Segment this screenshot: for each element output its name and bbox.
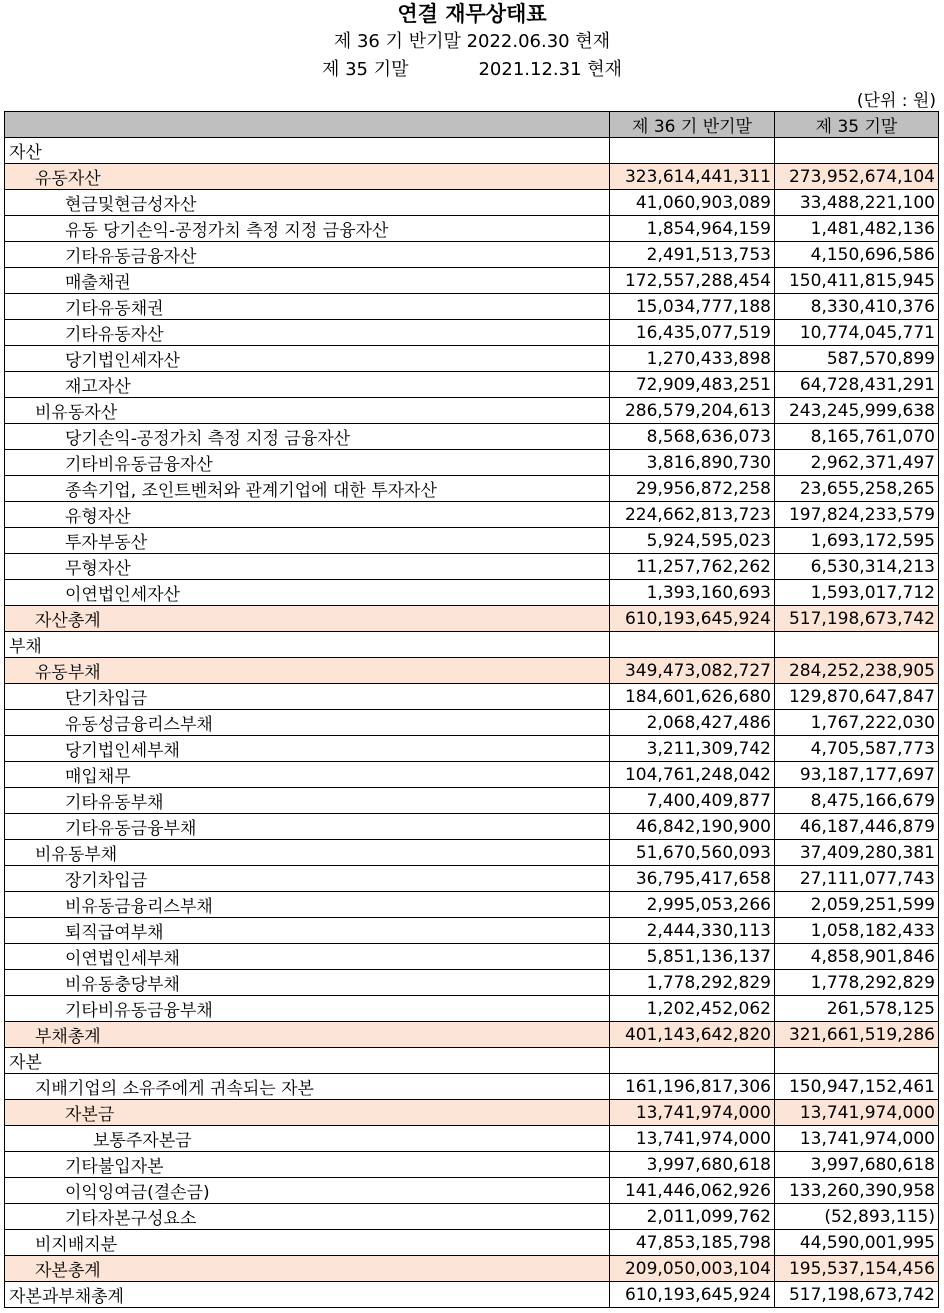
row-label: 기타자본구성요소 — [5, 1204, 610, 1230]
row-label: 이익잉여금(결손금) — [5, 1178, 610, 1204]
table-row — [5, 866, 939, 892]
table-row — [5, 1100, 939, 1126]
current-period-value: 2,068,427,486 — [610, 710, 775, 736]
row-label: 기타유동금융자산 — [5, 242, 610, 268]
table-row — [5, 450, 939, 476]
current-period-value: 41,060,903,089 — [610, 190, 775, 216]
current-period-value: 7,400,409,877 — [610, 788, 775, 814]
prior-period-value — [775, 138, 939, 164]
prior-period-value: 33,488,221,100 — [775, 190, 939, 216]
row-label: 부채 — [5, 632, 610, 658]
table-row — [5, 398, 939, 424]
current-period-value: 1,202,452,062 — [610, 996, 775, 1022]
row-label: 자산 — [5, 138, 610, 164]
balance-sheet-table — [4, 111, 939, 1308]
row-label: 매출채권 — [5, 268, 610, 294]
current-period-value: 13,741,974,000 — [610, 1100, 775, 1126]
row-label: 비지배지분 — [5, 1230, 610, 1256]
prior-period-value: 2,059,251,599 — [775, 892, 939, 918]
current-period-value: 36,795,417,658 — [610, 866, 775, 892]
current-period-line: 제 36 기 반기말 2022.06.30 현재 — [333, 31, 611, 52]
table-header-row — [5, 112, 939, 138]
prior-period-value: 10,774,045,771 — [775, 320, 939, 346]
row-label: 유동부채 — [5, 658, 610, 684]
current-period-value: 2,011,099,762 — [610, 1204, 775, 1230]
table-row — [5, 892, 939, 918]
row-label: 부채총계 — [5, 1022, 610, 1048]
prior-period-value: 273,952,674,104 — [775, 164, 939, 190]
current-period-value: 5,851,136,137 — [610, 944, 775, 970]
current-period-value — [610, 138, 775, 164]
current-period-value: 184,601,626,680 — [610, 684, 775, 710]
prior-period-value: 261,578,125 — [775, 996, 939, 1022]
current-period-value: 3,211,309,742 — [610, 736, 775, 762]
table-row — [5, 762, 939, 788]
row-label: 재고자산 — [5, 372, 610, 398]
table-row — [5, 658, 939, 684]
prior-period-value: 64,728,431,291 — [775, 372, 939, 398]
current-period-value: 16,435,077,519 — [610, 320, 775, 346]
table-row — [5, 372, 939, 398]
current-period-value: 13,741,974,000 — [610, 1126, 775, 1152]
row-label: 기타비유동금융부채 — [5, 996, 610, 1022]
prior-period-value: 1,693,172,595 — [775, 528, 939, 554]
row-label: 자본총계 — [5, 1256, 610, 1282]
prior-period-value: 23,655,258,265 — [775, 476, 939, 502]
prior-period-value: 1,058,182,433 — [775, 918, 939, 944]
row-label: 자본금 — [5, 1100, 610, 1126]
prior-period-value: 1,778,292,829 — [775, 970, 939, 996]
prior-period-value: 8,475,166,679 — [775, 788, 939, 814]
table-row — [5, 268, 939, 294]
table-row — [5, 580, 939, 606]
prior-period-value: 243,245,999,638 — [775, 398, 939, 424]
current-period-value: 349,473,082,727 — [610, 658, 775, 684]
header-current-period: 제 36 기 반기말 — [610, 112, 775, 138]
current-period-value: 224,662,813,723 — [610, 502, 775, 528]
prior-period-value: (52,893,115) — [775, 1204, 939, 1230]
current-period-value: 11,257,762,262 — [610, 554, 775, 580]
prior-period-value: 13,741,974,000 — [775, 1126, 939, 1152]
table-row — [5, 502, 939, 528]
table-row — [5, 554, 939, 580]
table-row — [5, 1022, 939, 1048]
table-row — [5, 840, 939, 866]
row-label: 이연법인세부채 — [5, 944, 610, 970]
prior-period-value: 133,260,390,958 — [775, 1178, 939, 1204]
current-period-value: 1,393,160,693 — [610, 580, 775, 606]
table-row — [5, 918, 939, 944]
table-row — [5, 216, 939, 242]
current-period-value: 3,816,890,730 — [610, 450, 775, 476]
row-label: 기타유동채권 — [5, 294, 610, 320]
row-label: 기타비유동금융자산 — [5, 450, 610, 476]
prior-period-value: 2,962,371,497 — [775, 450, 939, 476]
current-period-value: 286,579,204,613 — [610, 398, 775, 424]
row-label: 현금및현금성자산 — [5, 190, 610, 216]
prior-period-value: 197,824,233,579 — [775, 502, 939, 528]
current-period-value: 5,924,595,023 — [610, 528, 775, 554]
prior-period-value: 1,481,482,136 — [775, 216, 939, 242]
table-row — [5, 1230, 939, 1256]
table-row — [5, 1282, 939, 1308]
row-label: 투자부동산 — [5, 528, 610, 554]
row-label: 기타유동금융부채 — [5, 814, 610, 840]
table-row — [5, 1074, 939, 1100]
row-label: 유형자산 — [5, 502, 610, 528]
table-row — [5, 736, 939, 762]
header-blank-cell — [5, 112, 610, 138]
prior-period-value: 44,590,001,995 — [775, 1230, 939, 1256]
row-label: 비유동자산 — [5, 398, 610, 424]
table-row — [5, 528, 939, 554]
statement-header — [0, 0, 944, 84]
row-label: 기타불입자본 — [5, 1152, 610, 1178]
table-row — [5, 684, 939, 710]
prior-period-value: 150,947,152,461 — [775, 1074, 939, 1100]
current-period-value: 2,995,053,266 — [610, 892, 775, 918]
row-label: 종속기업, 조인트벤처와 관계기업에 대한 투자자산 — [5, 476, 610, 502]
table-row — [5, 632, 939, 658]
table-row — [5, 424, 939, 450]
prior-period-label: 제 35 기말 — [321, 59, 409, 80]
table-row — [5, 1126, 939, 1152]
row-label: 자본과부채총계 — [5, 1282, 610, 1308]
row-label: 유동자산 — [5, 164, 610, 190]
current-period-value: 610,193,645,924 — [610, 606, 775, 632]
current-period-value: 47,853,185,798 — [610, 1230, 775, 1256]
row-label: 매입채무 — [5, 762, 610, 788]
row-label: 이연법인세자산 — [5, 580, 610, 606]
current-period-value: 401,143,642,820 — [610, 1022, 775, 1048]
current-period-value: 610,193,645,924 — [610, 1282, 775, 1308]
prior-period-value: 93,187,177,697 — [775, 762, 939, 788]
current-period-value: 161,196,817,306 — [610, 1074, 775, 1100]
statement-title: 연결 재무상태표 — [397, 2, 547, 26]
prior-period-value: 517,198,673,742 — [775, 1282, 939, 1308]
table-body — [5, 138, 939, 1308]
table-row — [5, 320, 939, 346]
row-label: 유동 당기손익-공정가치 측정 지정 금융자산 — [5, 216, 610, 242]
current-period-value: 141,446,062,926 — [610, 1178, 775, 1204]
prior-period-value: 6,530,314,213 — [775, 554, 939, 580]
prior-period-value: 8,330,410,376 — [775, 294, 939, 320]
prior-period-value: 284,252,238,905 — [775, 658, 939, 684]
unit-label: (단위 : 원) — [856, 91, 936, 111]
prior-period-value: 150,411,815,945 — [775, 268, 939, 294]
prior-period-value: 37,409,280,381 — [775, 840, 939, 866]
prior-period-value: 13,741,974,000 — [775, 1100, 939, 1126]
table-row — [5, 346, 939, 372]
row-label: 지배기업의 소유주에게 귀속되는 자본 — [5, 1074, 610, 1100]
prior-period-value: 517,198,673,742 — [775, 606, 939, 632]
row-label: 당기손익-공정가치 측정 지정 금융자산 — [5, 424, 610, 450]
prior-period-value: 8,165,761,070 — [775, 424, 939, 450]
current-period-value: 51,670,560,093 — [610, 840, 775, 866]
table-row — [5, 788, 939, 814]
prior-period-date: 2021.12.31 현재 — [478, 59, 623, 80]
prior-period-value: 1,593,017,712 — [775, 580, 939, 606]
table-row — [5, 710, 939, 736]
prior-period-value: 46,187,446,879 — [775, 814, 939, 840]
prior-period-value: 1,767,222,030 — [775, 710, 939, 736]
current-period-value: 172,557,288,454 — [610, 268, 775, 294]
table-row — [5, 996, 939, 1022]
prior-period-value: 321,661,519,286 — [775, 1022, 939, 1048]
table-row — [5, 1178, 939, 1204]
table-row — [5, 138, 939, 164]
prior-period-value — [775, 1048, 939, 1074]
current-period-value: 3,997,680,618 — [610, 1152, 775, 1178]
current-period-value: 209,050,003,104 — [610, 1256, 775, 1282]
prior-period-value: 4,705,587,773 — [775, 736, 939, 762]
row-label: 당기법인세자산 — [5, 346, 610, 372]
table-row — [5, 606, 939, 632]
table-row — [5, 944, 939, 970]
row-label: 자산총계 — [5, 606, 610, 632]
current-period-value: 46,842,190,900 — [610, 814, 775, 840]
row-label: 비유동충당부채 — [5, 970, 610, 996]
table-row — [5, 1256, 939, 1282]
current-period-value — [610, 1048, 775, 1074]
current-period-value: 1,270,433,898 — [610, 346, 775, 372]
current-period-value: 8,568,636,073 — [610, 424, 775, 450]
current-period-value: 29,956,872,258 — [610, 476, 775, 502]
row-label: 보통주자본금 — [5, 1126, 610, 1152]
row-label: 단기차입금 — [5, 684, 610, 710]
prior-period-line — [0, 56, 944, 84]
prior-period-value — [775, 632, 939, 658]
prior-period-value: 129,870,647,847 — [775, 684, 939, 710]
current-period-value: 15,034,777,188 — [610, 294, 775, 320]
row-label: 기타유동자산 — [5, 320, 610, 346]
prior-period-value: 587,570,899 — [775, 346, 939, 372]
table-row — [5, 190, 939, 216]
row-label: 장기차입금 — [5, 866, 610, 892]
table-row — [5, 970, 939, 996]
current-period-value: 323,614,441,311 — [610, 164, 775, 190]
current-period-value: 2,491,513,753 — [610, 242, 775, 268]
current-period-value: 1,778,292,829 — [610, 970, 775, 996]
row-label: 당기법인세부채 — [5, 736, 610, 762]
row-label: 유동성금융리스부채 — [5, 710, 610, 736]
row-label: 비유동부채 — [5, 840, 610, 866]
table-row — [5, 814, 939, 840]
table-row — [5, 1048, 939, 1074]
row-label: 무형자산 — [5, 554, 610, 580]
table-row — [5, 242, 939, 268]
current-period-value: 2,444,330,113 — [610, 918, 775, 944]
row-label: 비유동금융리스부채 — [5, 892, 610, 918]
row-label: 자본 — [5, 1048, 610, 1074]
table-row — [5, 294, 939, 320]
current-period-value: 104,761,248,042 — [610, 762, 775, 788]
prior-period-value: 195,537,154,456 — [775, 1256, 939, 1282]
prior-period-value: 4,858,901,846 — [775, 944, 939, 970]
table-row — [5, 1204, 939, 1230]
prior-period-value: 4,150,696,586 — [775, 242, 939, 268]
prior-period-value: 27,111,077,743 — [775, 866, 939, 892]
row-label: 기타유동부채 — [5, 788, 610, 814]
current-period-value: 1,854,964,159 — [610, 216, 775, 242]
row-label: 퇴직급여부채 — [5, 918, 610, 944]
prior-period-value: 3,997,680,618 — [775, 1152, 939, 1178]
table-row — [5, 1152, 939, 1178]
table-row — [5, 476, 939, 502]
table-row — [5, 164, 939, 190]
current-period-value — [610, 632, 775, 658]
current-period-value: 72,909,483,251 — [610, 372, 775, 398]
header-prior-period: 제 35 기말 — [775, 112, 939, 138]
